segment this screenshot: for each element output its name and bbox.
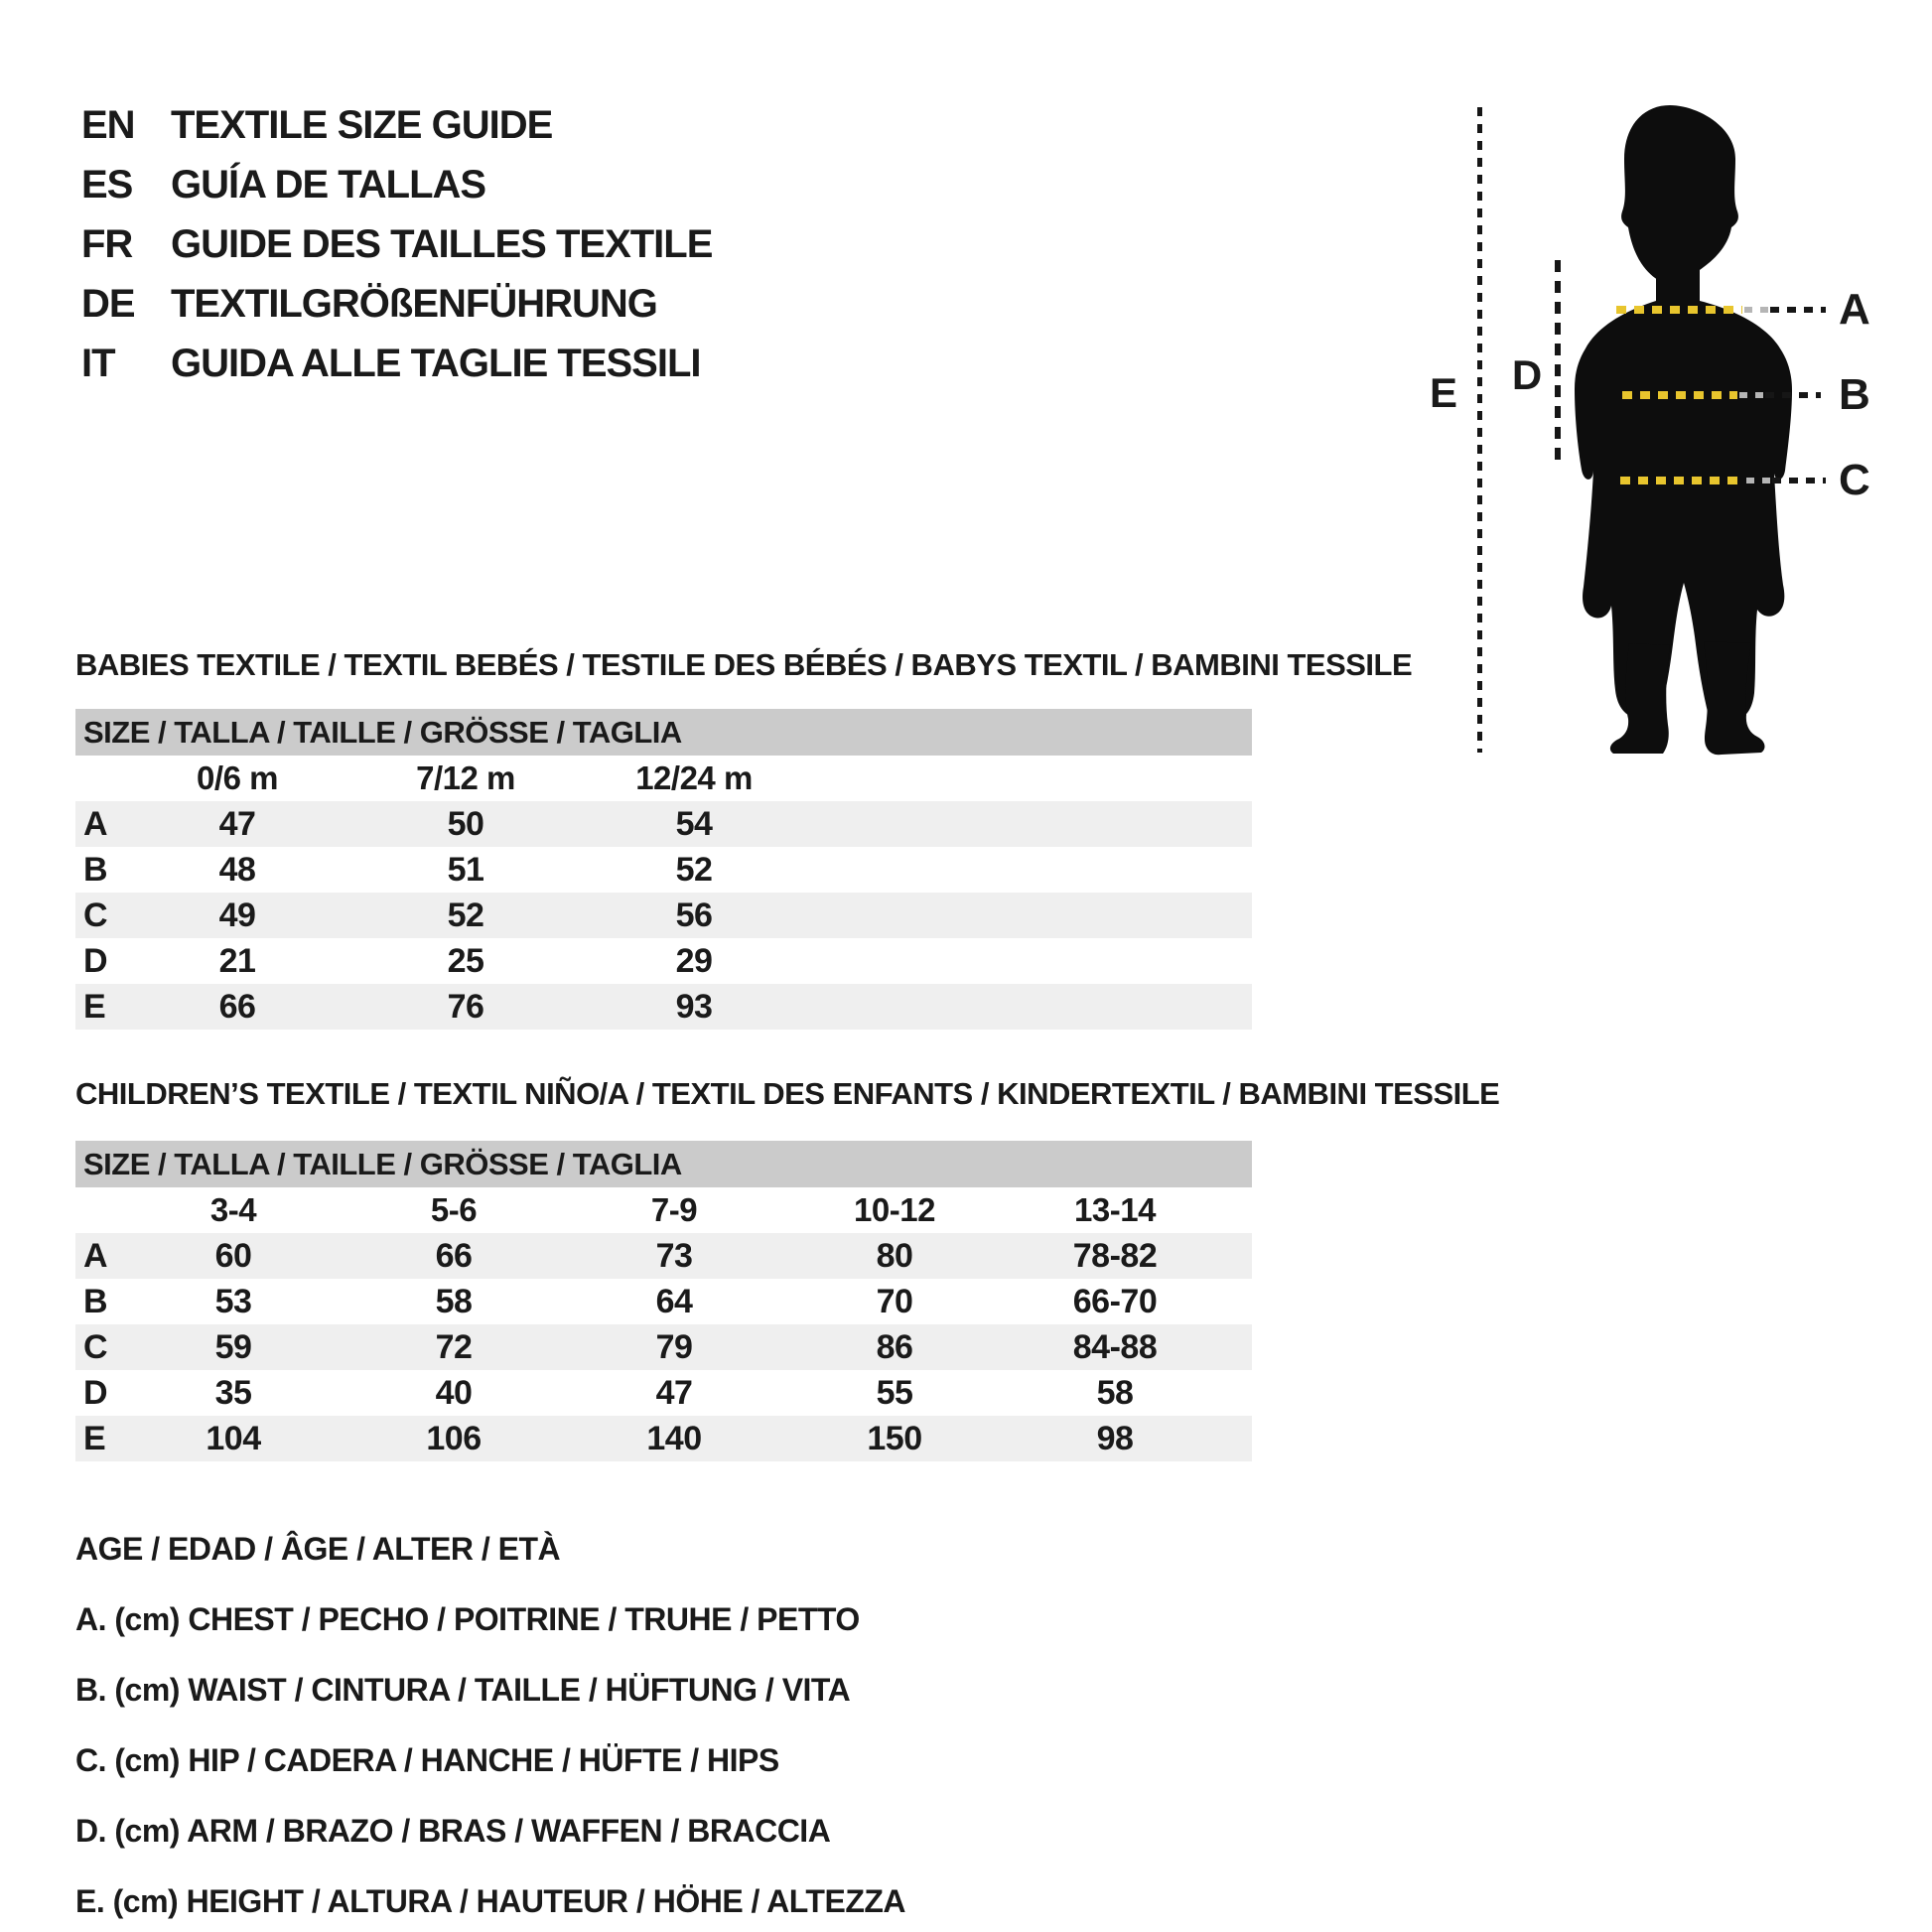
table-row-b [75, 1279, 1252, 1324]
size-value: 25 [447, 941, 484, 980]
size-value: 49 [218, 896, 256, 934]
language-code: IT [81, 341, 115, 385]
size-value: 66-70 [1072, 1282, 1158, 1320]
size-value: 59 [214, 1327, 252, 1366]
babies-section-title: BABIES TEXTILE / TEXTIL BEBÉS / TESTILE DES BÉBÉS / BABYS TEXTIL / BAMBINI TESSILE [75, 647, 1413, 682]
size-value: 51 [447, 850, 484, 889]
table-row-d [75, 1370, 1252, 1416]
hip-measure-line-c-dots [1772, 478, 1826, 483]
size-value: 21 [218, 941, 256, 980]
table-row-a [75, 801, 1252, 847]
language-title: GUIDA ALLE TAGLIE TESSILI [171, 341, 701, 385]
language-row-en [81, 95, 712, 155]
legend-age-row: AGE / EDAD / ÂGE / ALTER / ETÀ [75, 1531, 561, 1567]
size-value: 48 [218, 850, 256, 889]
size-value: 76 [447, 987, 484, 1026]
measure-label-c: C [1839, 456, 1870, 504]
language-row-it [81, 334, 712, 393]
row-letter: A [83, 804, 108, 843]
size-value: 47 [218, 804, 256, 843]
babies-size-header-bar: SIZE / TALLA / TAILLE / GRÖSSE / TAGLIA [75, 709, 1252, 756]
size-value: 66 [435, 1236, 473, 1275]
babies-column-header: 7/12 m [416, 759, 515, 796]
babies-column-header: 12/24 m [635, 759, 753, 796]
language-title-block [81, 95, 712, 393]
size-value: 58 [435, 1282, 473, 1320]
size-value: 52 [447, 896, 484, 934]
size-value: 80 [876, 1236, 913, 1275]
children-section-title: CHILDREN’S TEXTILE / TEXTIL NIÑO/A / TEXTIL DES ENFANTS / KINDERTEXTIL / BAMBINI TESSILE [75, 1076, 1500, 1111]
size-value: 54 [675, 804, 713, 843]
size-value: 140 [646, 1419, 702, 1457]
size-value: 84-88 [1072, 1327, 1158, 1366]
babies-size-table [75, 709, 1252, 1030]
children-column-header: 10-12 [854, 1191, 935, 1228]
row-letter: D [83, 941, 108, 980]
waist-measure-line-b-fade [1739, 392, 1763, 398]
children-column-header: 13-14 [1074, 1191, 1156, 1228]
measurement-legend [75, 1514, 905, 1932]
size-value: 55 [876, 1373, 913, 1412]
silhouette-body [1575, 258, 1792, 720]
chest-measure-line-a-fade [1744, 307, 1768, 313]
hip-measure-line-c-yellow [1620, 477, 1744, 484]
hip-measure-line-c-fade [1746, 478, 1770, 483]
waist-measure-line-b-yellow [1622, 391, 1737, 399]
size-value: 47 [655, 1373, 693, 1412]
size-value: 98 [1096, 1419, 1134, 1457]
table-row-c [75, 1324, 1252, 1370]
size-value: 66 [218, 987, 256, 1026]
legend-arm-row: D. (cm) ARM / BRAZO / BRAS / WAFFEN / BRACCIA [75, 1813, 831, 1849]
row-letter: E [83, 1419, 106, 1457]
children-size-table [75, 1141, 1252, 1461]
size-value: 60 [214, 1236, 252, 1275]
size-value: 35 [214, 1373, 252, 1412]
legend-chest-row: A. (cm) CHEST / PECHO / POITRINE / TRUHE / PETTO [75, 1601, 860, 1637]
measure-label-e: E [1429, 369, 1457, 416]
silhouette-head [1621, 105, 1738, 284]
size-value: 70 [876, 1282, 913, 1320]
size-value: 106 [426, 1419, 482, 1457]
size-value: 53 [214, 1282, 252, 1320]
babies-column-header: 0/6 m [197, 759, 278, 796]
size-value: 52 [675, 850, 713, 889]
measure-label-d: D [1511, 351, 1543, 398]
table-row-d [75, 938, 1252, 984]
language-title: GUIDE DES TAILLES TEXTILE [171, 221, 713, 266]
language-row-de [81, 274, 712, 334]
row-letter: B [83, 1282, 108, 1320]
language-title: TEXTILGRÖßENFÜHRUNG [171, 281, 657, 326]
table-row-e [75, 984, 1252, 1030]
legend-height-row: E. (cm) HEIGHT / ALTURA / HAUTEUR / HÖHE / ALTEZZA [75, 1883, 906, 1919]
table-row-c [75, 893, 1252, 938]
language-code: EN [81, 102, 135, 147]
language-code: FR [81, 221, 133, 266]
babies-column-header-row [75, 756, 1252, 801]
children-column-header-row [75, 1187, 1252, 1233]
children-column-header: 3-4 [209, 1191, 257, 1228]
height-measure-line-e [1477, 107, 1482, 753]
children-column-header: 5-6 [430, 1191, 478, 1228]
legend-waist-row: B. (cm) WAIST / CINTURA / TAILLE / HÜFTUNG / VITA [75, 1672, 851, 1708]
size-value: 78-82 [1072, 1236, 1158, 1275]
language-code: DE [81, 281, 135, 326]
row-letter: C [83, 896, 108, 934]
size-value: 29 [675, 941, 713, 980]
chest-measure-line-a-dots [1770, 307, 1826, 313]
size-value: 64 [655, 1282, 693, 1320]
arm-measure-line-d [1555, 260, 1561, 467]
size-value: 56 [675, 896, 713, 934]
silhouette-right-leg [1704, 641, 1764, 755]
children-size-header-bar: SIZE / TALLA / TAILLE / GRÖSSE / TAGLIA [75, 1141, 1252, 1187]
children-column-header: 7-9 [650, 1191, 698, 1228]
language-title: GUÍA DE TALLAS [171, 162, 486, 207]
measure-label-b: B [1839, 370, 1870, 419]
size-value: 40 [435, 1373, 473, 1412]
language-code: ES [81, 162, 133, 207]
table-row-b [75, 847, 1252, 893]
language-row-fr [81, 214, 712, 274]
chest-measure-line-a-yellow [1616, 306, 1742, 314]
size-value: 93 [675, 987, 713, 1026]
language-title: TEXTILE SIZE GUIDE [171, 102, 553, 147]
table-row-a [75, 1233, 1252, 1279]
row-letter: A [83, 1236, 108, 1275]
size-value: 50 [447, 804, 484, 843]
row-letter: D [83, 1373, 108, 1412]
legend-hip-row: C. (cm) HIP / CADERA / HANCHE / HÜFTE / HIPS [75, 1742, 779, 1778]
size-value: 72 [435, 1327, 473, 1366]
size-value: 104 [206, 1419, 261, 1457]
row-letter: E [83, 987, 106, 1026]
size-value: 58 [1096, 1373, 1134, 1412]
size-value: 79 [655, 1327, 693, 1366]
size-value: 73 [655, 1236, 693, 1275]
child-silhouette [1567, 99, 1811, 764]
row-letter: B [83, 850, 108, 889]
size-value: 150 [867, 1419, 922, 1457]
table-row-e [75, 1416, 1252, 1461]
language-row-es [81, 155, 712, 214]
size-value: 86 [876, 1327, 913, 1366]
waist-measure-line-b-dots [1765, 392, 1821, 398]
measure-label-a: A [1839, 285, 1870, 334]
row-letter: C [83, 1327, 108, 1366]
